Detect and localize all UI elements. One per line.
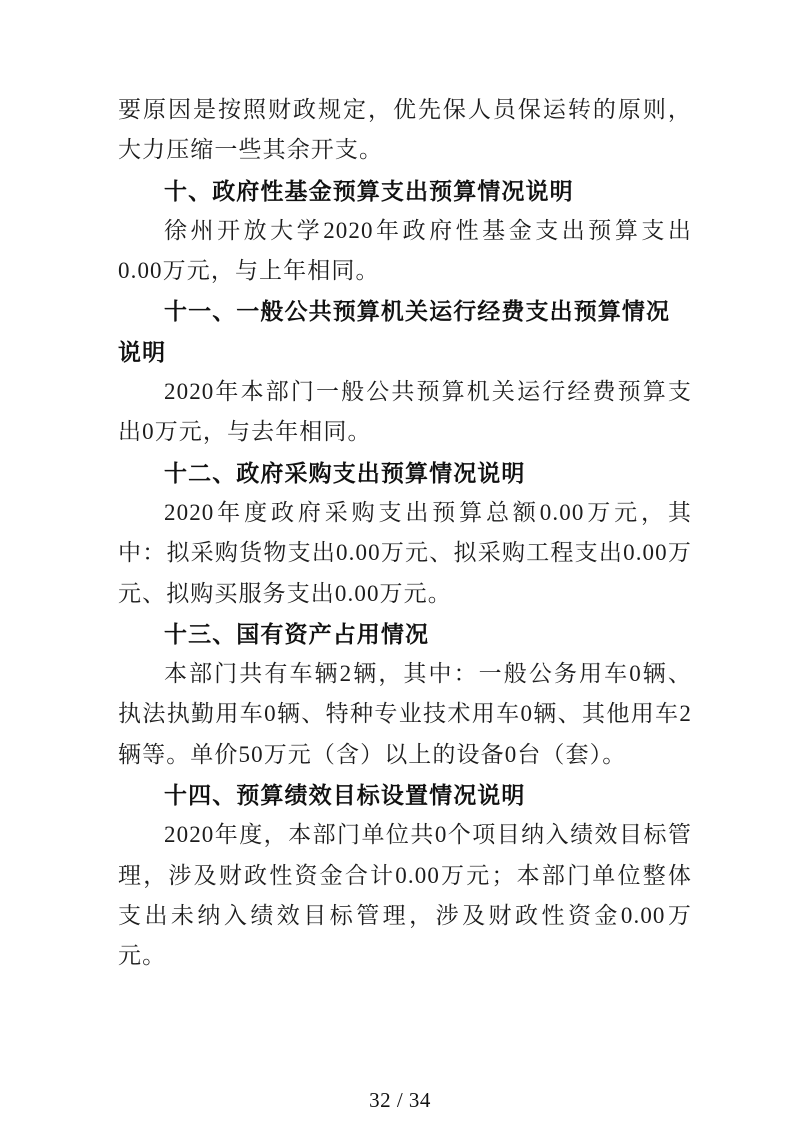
section-heading: 十二、政府采购支出预算情况说明 [164,459,526,486]
paragraph: 本部门共有车辆2辆，其中：一般公务用车0辆、执法执勤用车0辆、特种专业技术用车0辆、其他用车2辆等。单价50万元（含）以上的设备0台（套）。 [118,661,692,767]
document-body [118,90,692,977]
section-heading: 十四、预算绩效目标设置情况说明 [164,782,526,809]
section-heading: 十一、一般公共预算机关运行经费支出预算情况说明 [118,298,671,365]
page-footer [0,1088,800,1113]
section-heading: 十三、国有资产占用情况 [164,620,430,647]
paragraph: 徐州开放大学2020年政府性基金支出预算支出0.00万元，与上年相同。 [118,217,692,284]
paragraph: 要原因是按照财政规定，优先保人员保运转的原则，大力压缩一些其余开支。 [118,97,692,163]
page-number: 32 / 34 [369,1088,431,1112]
section-heading: 十、政府性基金预算支出预算情况说明 [164,177,574,204]
paragraph: 2020年本部门一般公共预算机关运行经费预算支出0万元，与去年相同。 [118,379,692,445]
paragraph: 2020年度政府采购支出预算总额0.00万元，其中：拟采购货物支出0.00万元、拟采购工程支出0.00万元、拟购买服务支出0.00万元。 [118,499,692,606]
paragraph: 2020年度，本部门单位共0个项目纳入绩效目标管理，涉及财政性资金合计0.00万元；本部门单位整体支出未纳入绩效目标管理，涉及财政性资金0.00万元。 [118,822,692,969]
